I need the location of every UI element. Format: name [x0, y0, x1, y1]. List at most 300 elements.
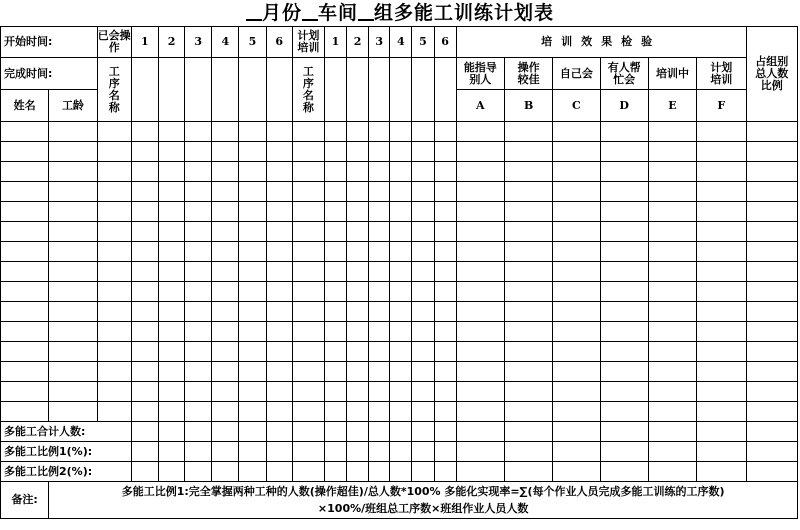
table-cell	[456, 142, 504, 162]
table-cell	[434, 182, 456, 202]
table-cell	[697, 162, 746, 182]
table-cell	[600, 122, 648, 142]
table-cell	[131, 302, 158, 322]
table-cell	[49, 182, 97, 202]
table-cell	[412, 242, 434, 262]
table-cell	[504, 382, 552, 402]
empty-cell	[600, 442, 648, 462]
table-cell	[266, 222, 292, 242]
empty-cell	[746, 422, 798, 442]
table-cell	[390, 142, 412, 162]
empty-cell	[292, 422, 324, 442]
training-plan-table	[0, 26, 798, 519]
effect-label: 操作较佳	[504, 58, 552, 90]
table-cell	[212, 162, 239, 182]
title-workshop: 车间	[317, 2, 358, 24]
footer-row-total	[1, 422, 798, 442]
empty-cell	[369, 422, 390, 442]
table-cell	[369, 382, 390, 402]
empty-cell	[266, 422, 292, 442]
table-cell	[434, 382, 456, 402]
table-cell	[746, 282, 798, 302]
table-cell	[553, 182, 600, 202]
table-cell	[390, 382, 412, 402]
table-cell	[131, 262, 158, 282]
ratio-2-label: 多能工比例2(%):	[1, 462, 132, 482]
table-cell	[266, 262, 292, 282]
table-cell	[347, 262, 369, 282]
table-cell	[324, 382, 346, 402]
process-number: 6	[434, 27, 456, 58]
table-cell	[324, 142, 346, 162]
table-cell	[1, 302, 49, 322]
effect-label: 自己会	[553, 58, 600, 90]
table-cell	[239, 402, 266, 422]
table-cell	[504, 202, 552, 222]
empty-cell	[158, 442, 184, 462]
table-cell	[1, 342, 49, 362]
table-cell	[456, 382, 504, 402]
table-cell	[185, 122, 212, 142]
empty-cell	[292, 442, 324, 462]
table-cell	[456, 122, 504, 142]
empty-cell	[212, 422, 239, 442]
table-cell	[390, 222, 412, 242]
table-cell	[697, 402, 746, 422]
table-cell	[390, 342, 412, 362]
table-cell	[324, 322, 346, 342]
table-cell	[49, 142, 97, 162]
table-cell	[746, 222, 798, 242]
table-cell	[456, 222, 504, 242]
table-cell	[746, 402, 798, 422]
empty-cell	[239, 462, 266, 482]
table-cell	[97, 222, 131, 242]
table-cell	[97, 382, 131, 402]
table-cell	[239, 302, 266, 322]
table-cell	[369, 402, 390, 422]
empty-cell	[131, 462, 158, 482]
effect-code: E	[648, 90, 696, 122]
empty-cell	[239, 422, 266, 442]
table-cell	[1, 322, 49, 342]
table-cell	[390, 322, 412, 342]
table-row	[1, 322, 798, 342]
empty-cell	[390, 442, 412, 462]
table-cell	[648, 322, 696, 342]
table-cell	[412, 202, 434, 222]
table-cell	[1, 182, 49, 202]
table-cell	[292, 182, 324, 202]
table-row	[1, 342, 798, 362]
table-cell	[390, 182, 412, 202]
effect-label: 计划培训	[697, 58, 746, 90]
table-cell	[600, 242, 648, 262]
empty-cell	[239, 58, 266, 122]
process-number: 1	[324, 27, 346, 58]
table-cell	[158, 282, 184, 302]
table-cell	[1, 142, 49, 162]
table-cell	[158, 302, 184, 322]
table-cell	[456, 342, 504, 362]
table-cell	[292, 162, 324, 182]
table-cell	[369, 122, 390, 142]
table-cell	[212, 382, 239, 402]
table-cell	[49, 302, 97, 322]
table-cell	[158, 182, 184, 202]
table-cell	[1, 242, 49, 262]
table-cell	[239, 282, 266, 302]
empty-cell	[456, 442, 504, 462]
table-cell	[504, 122, 552, 142]
empty-cell	[412, 442, 434, 462]
table-cell	[266, 282, 292, 302]
table-cell	[412, 222, 434, 242]
table-cell	[369, 342, 390, 362]
empty-cell	[390, 462, 412, 482]
table-cell	[212, 402, 239, 422]
table-cell	[49, 322, 97, 342]
table-cell	[369, 302, 390, 322]
finish-time-label: 完成时间:	[1, 58, 98, 90]
table-cell	[412, 342, 434, 362]
empty-cell	[504, 462, 552, 482]
empty-cell	[434, 462, 456, 482]
empty-cell	[266, 58, 292, 122]
table-cell	[648, 122, 696, 142]
table-cell	[434, 362, 456, 382]
table-cell	[746, 362, 798, 382]
remarks-text	[49, 482, 798, 519]
table-cell	[434, 162, 456, 182]
table-cell	[239, 122, 266, 142]
table-cell	[553, 302, 600, 322]
table-cell	[324, 342, 346, 362]
table-cell	[504, 222, 552, 242]
table-cell	[434, 282, 456, 302]
table-cell	[504, 142, 552, 162]
table-cell	[1, 402, 49, 422]
table-cell	[49, 342, 97, 362]
effect-label: 有人帮忙会	[600, 58, 648, 90]
table-cell	[131, 122, 158, 142]
table-cell	[1, 122, 49, 142]
empty-cell	[390, 58, 412, 122]
empty-cell	[324, 422, 346, 442]
empty-cell	[553, 422, 600, 442]
table-cell	[434, 242, 456, 262]
table-cell	[239, 182, 266, 202]
table-cell	[697, 222, 746, 242]
table-cell	[266, 162, 292, 182]
table-cell	[600, 142, 648, 162]
table-cell	[131, 342, 158, 362]
table-cell	[412, 382, 434, 402]
table-cell	[212, 222, 239, 242]
table-cell	[158, 202, 184, 222]
table-cell	[697, 182, 746, 202]
table-cell	[212, 342, 239, 362]
table-cell	[347, 122, 369, 142]
table-cell	[347, 322, 369, 342]
page-title	[0, 0, 800, 26]
empty-cell	[456, 422, 504, 442]
table-cell	[97, 142, 131, 162]
table-cell	[412, 142, 434, 162]
table-cell	[158, 362, 184, 382]
table-cell	[292, 242, 324, 262]
table-cell	[390, 202, 412, 222]
table-cell	[266, 322, 292, 342]
table-cell	[369, 162, 390, 182]
empty-cell	[131, 422, 158, 442]
table-cell	[697, 362, 746, 382]
table-cell	[185, 222, 212, 242]
empty-cell	[131, 58, 158, 122]
table-cell	[185, 142, 212, 162]
table-cell	[212, 122, 239, 142]
table-row	[1, 122, 798, 142]
table-cell	[292, 302, 324, 322]
table-cell	[347, 282, 369, 302]
table-cell	[553, 202, 600, 222]
table-cell	[97, 262, 131, 282]
table-cell	[239, 142, 266, 162]
table-row	[1, 162, 798, 182]
table-cell	[97, 162, 131, 182]
table-cell	[131, 242, 158, 262]
table-cell	[1, 262, 49, 282]
table-cell	[600, 402, 648, 422]
table-cell	[746, 302, 798, 322]
empty-cell	[212, 462, 239, 482]
table-cell	[324, 402, 346, 422]
table-cell	[49, 282, 97, 302]
table-cell	[324, 162, 346, 182]
table-cell	[131, 162, 158, 182]
table-cell	[1, 282, 49, 302]
table-cell	[324, 122, 346, 142]
table-cell	[1, 202, 49, 222]
table-cell	[266, 122, 292, 142]
table-cell	[504, 162, 552, 182]
table-cell	[185, 302, 212, 322]
footer-row-ratio-2	[1, 462, 798, 482]
table-cell	[324, 262, 346, 282]
table-cell	[553, 122, 600, 142]
table-cell	[347, 302, 369, 322]
table-cell	[648, 242, 696, 262]
empty-cell	[347, 442, 369, 462]
table-row	[1, 182, 798, 202]
footer-row-ratio-1	[1, 442, 798, 462]
empty-cell	[324, 462, 346, 482]
table-cell	[1, 162, 49, 182]
empty-cell	[434, 442, 456, 462]
empty-cell	[390, 422, 412, 442]
header-row-2	[1, 58, 798, 90]
process-number: 3	[185, 27, 212, 58]
table-cell	[185, 402, 212, 422]
table-cell	[324, 182, 346, 202]
table-cell	[266, 402, 292, 422]
table-cell	[648, 362, 696, 382]
table-cell	[158, 382, 184, 402]
table-row	[1, 262, 798, 282]
table-cell	[347, 242, 369, 262]
table-cell	[97, 342, 131, 362]
table-cell	[185, 382, 212, 402]
table-cell	[553, 322, 600, 342]
table-cell	[456, 282, 504, 302]
empty-cell	[504, 422, 552, 442]
table-cell	[553, 402, 600, 422]
table-row	[1, 302, 798, 322]
table-cell	[434, 202, 456, 222]
empty-cell	[212, 442, 239, 462]
table-cell	[600, 382, 648, 402]
effect-code: B	[504, 90, 552, 122]
table-cell	[456, 302, 504, 322]
table-cell	[97, 182, 131, 202]
table-cell	[648, 342, 696, 362]
table-cell	[266, 182, 292, 202]
table-cell	[347, 202, 369, 222]
empty-cell	[239, 442, 266, 462]
table-cell	[412, 302, 434, 322]
table-cell	[131, 282, 158, 302]
empty-cell	[324, 442, 346, 462]
table-cell	[504, 402, 552, 422]
table-cell	[412, 282, 434, 302]
empty-cell	[185, 58, 212, 122]
table-row	[1, 282, 798, 302]
table-cell	[266, 302, 292, 322]
table-cell	[347, 162, 369, 182]
table-cell	[1, 362, 49, 382]
table-cell	[648, 202, 696, 222]
empty-cell	[266, 442, 292, 462]
table-cell	[369, 242, 390, 262]
empty-cell	[746, 442, 798, 462]
table-cell	[239, 322, 266, 342]
table-cell	[369, 222, 390, 242]
table-cell	[648, 262, 696, 282]
table-cell	[212, 362, 239, 382]
table-cell	[697, 202, 746, 222]
table-cell	[97, 362, 131, 382]
table-cell	[600, 262, 648, 282]
table-cell	[697, 282, 746, 302]
table-cell	[292, 322, 324, 342]
table-cell	[746, 382, 798, 402]
table-cell	[292, 122, 324, 142]
table-cell	[324, 282, 346, 302]
table-cell	[746, 262, 798, 282]
empty-cell	[456, 462, 504, 482]
empty-cell	[412, 462, 434, 482]
table-cell	[648, 182, 696, 202]
table-cell	[412, 122, 434, 142]
table-cell	[239, 342, 266, 362]
table-cell	[648, 162, 696, 182]
empty-cell	[347, 422, 369, 442]
blank-line	[358, 1, 374, 21]
table-cell	[456, 182, 504, 202]
table-row	[1, 382, 798, 402]
table-cell	[158, 262, 184, 282]
table-cell	[434, 342, 456, 362]
remarks-line-1: 多能工比例1:完全掌握两种工种的人数(操作超佳)/总人数*100% 多能化实现率=∑(每个作业人员完成多能工训练的工序数)	[121, 485, 725, 498]
table-row	[1, 202, 798, 222]
table-cell	[324, 362, 346, 382]
table-cell	[456, 402, 504, 422]
empty-cell	[324, 58, 346, 122]
table-cell	[292, 342, 324, 362]
table-cell	[648, 402, 696, 422]
table-cell	[324, 222, 346, 242]
table-cell	[390, 302, 412, 322]
empty-cell	[158, 58, 184, 122]
table-cell	[697, 302, 746, 322]
process-number: 4	[212, 27, 239, 58]
table-cell	[369, 202, 390, 222]
empty-cell	[697, 442, 746, 462]
empty-cell	[434, 58, 456, 122]
table-cell	[648, 302, 696, 322]
table-cell	[504, 342, 552, 362]
table-cell	[158, 342, 184, 362]
table-cell	[412, 322, 434, 342]
effect-label: 培训中	[648, 58, 696, 90]
process-number: 5	[239, 27, 266, 58]
table-cell	[49, 242, 97, 262]
table-cell	[746, 202, 798, 222]
table-cell	[185, 342, 212, 362]
table-cell	[600, 222, 648, 242]
table-cell	[390, 242, 412, 262]
table-cell	[212, 182, 239, 202]
table-cell	[648, 142, 696, 162]
table-cell	[746, 242, 798, 262]
table-cell	[369, 322, 390, 342]
table-cell	[131, 142, 158, 162]
plan-training-header: 计划培训	[292, 27, 324, 58]
table-cell	[266, 202, 292, 222]
table-cell	[212, 202, 239, 222]
table-cell	[553, 362, 600, 382]
table-cell	[746, 182, 798, 202]
table-cell	[434, 222, 456, 242]
table-cell	[600, 302, 648, 322]
table-cell	[600, 202, 648, 222]
table-cell	[266, 382, 292, 402]
empty-cell	[266, 462, 292, 482]
empty-cell	[648, 462, 696, 482]
table-cell	[390, 162, 412, 182]
empty-cell	[347, 462, 369, 482]
table-cell	[504, 322, 552, 342]
table-cell	[49, 202, 97, 222]
table-cell	[600, 282, 648, 302]
table-cell	[49, 382, 97, 402]
table-cell	[390, 122, 412, 142]
table-cell	[131, 382, 158, 402]
empty-cell	[412, 422, 434, 442]
table-cell	[369, 362, 390, 382]
table-cell	[185, 182, 212, 202]
table-cell	[553, 382, 600, 402]
